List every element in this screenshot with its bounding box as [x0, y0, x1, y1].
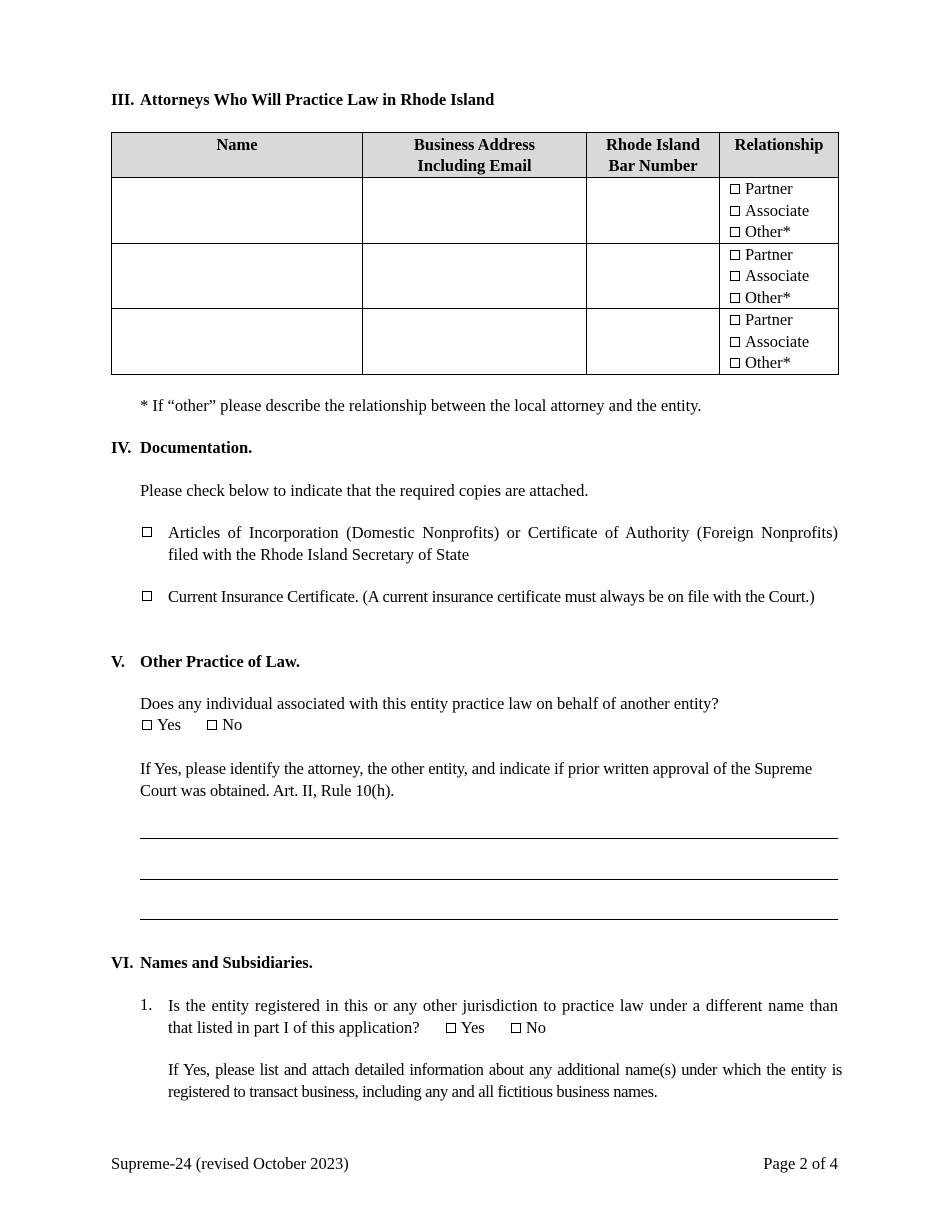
checkbox-icon[interactable] [730, 358, 740, 368]
checkbox-icon[interactable] [446, 1023, 456, 1033]
column-header-bar-number: Rhode Island Bar Number [587, 133, 720, 178]
question-1-no-option[interactable]: No [511, 1018, 546, 1037]
column-header-relationship: Relationship [720, 133, 839, 178]
section-6-heading [111, 953, 313, 973]
other-practice-followup: If Yes, please identify the attorney, the other entity, and indicate if prior written approval of the Supreme Court was obtained. Art. II, Rule 10(h). [140, 759, 813, 800]
table-row [112, 243, 839, 309]
column-header-name: Name [112, 133, 363, 178]
question-1-number: 1. [140, 995, 153, 1014]
bar-number-cell[interactable] [587, 243, 720, 309]
page-number: Page 2 of 4 [763, 1154, 838, 1173]
section-6-number: VI. [111, 953, 134, 972]
question-1 [168, 995, 838, 1038]
answer-line[interactable] [140, 838, 838, 839]
other-practice-question: Does any individual associated with this entity practice law on behalf of another entity? [140, 694, 719, 713]
attorney-name-cell[interactable] [112, 309, 363, 375]
table-row [112, 178, 839, 244]
articles-checkbox[interactable] [142, 527, 152, 537]
section-5-title: Other Practice of Law. [140, 652, 301, 671]
attorneys-table-header [112, 133, 839, 178]
section-4-heading [111, 438, 252, 458]
checkbox-icon[interactable] [730, 315, 740, 325]
section-3-number: III. [111, 90, 135, 109]
no-option[interactable]: No [207, 715, 242, 734]
yes-option[interactable]: Yes [142, 715, 181, 734]
section-4-number: IV. [111, 438, 132, 457]
section-4-title: Documentation. [140, 438, 253, 457]
business-address-cell[interactable] [363, 243, 587, 309]
option-partner[interactable]: Partner [730, 244, 838, 266]
checkbox-icon[interactable] [730, 293, 740, 303]
business-address-cell[interactable] [363, 309, 587, 375]
relationship-cell [720, 309, 839, 375]
column-header-business-address: Business Address Including Email [363, 133, 587, 178]
option-other[interactable]: Other* [730, 352, 838, 374]
articles-of-incorporation-text: Articles of Incorporation (Domestic Nonprofits) or Certificate of Authority (Foreign Nonprofits) filed with the Rhode Island Secretary of State [168, 523, 838, 564]
relationship-footnote: * If “other” please describe the relationship between the local attorney and the entity. [140, 396, 702, 415]
checkbox-icon[interactable] [730, 184, 740, 194]
checkbox-icon[interactable] [511, 1023, 521, 1033]
form-identifier: Supreme-24 (revised October 2023) [111, 1154, 349, 1173]
other-practice-answers [142, 715, 242, 735]
answer-line[interactable] [140, 919, 838, 920]
relationship-cell [720, 243, 839, 309]
checkbox-icon[interactable] [730, 337, 740, 347]
table-row [112, 309, 839, 375]
relationship-cell [720, 178, 839, 244]
documentation-intro: Please check below to indicate that the required copies are attached. [140, 481, 589, 500]
section-3-heading [111, 90, 494, 110]
question-1-yes-option[interactable]: Yes [446, 1018, 485, 1037]
checkbox-icon[interactable] [730, 250, 740, 260]
question-1-text: Is the entity registered in this or any other jurisdiction to practice law under a different name than that listed in part I of this application? [168, 996, 838, 1037]
section-6-title: Names and Subsidiaries. [140, 953, 313, 972]
section-3-title: Attorneys Who Will Practice Law in Rhode Island [140, 90, 495, 109]
option-other[interactable]: Other* [730, 287, 838, 309]
checkbox-icon[interactable] [142, 720, 152, 730]
question-1-followup: If Yes, please list and attach detailed information about any additional name(s) under which the entity is registered to transact business, including any and all fictitious business names. [168, 1060, 842, 1101]
business-address-cell[interactable] [363, 178, 587, 244]
insurance-checkbox[interactable] [142, 591, 152, 601]
checkbox-icon[interactable] [730, 271, 740, 281]
insurance-certificate-text: Current Insurance Certificate. (A current insurance certificate must always be on file with the Court.) [168, 587, 815, 606]
bar-number-cell[interactable] [587, 178, 720, 244]
option-other[interactable]: Other* [730, 221, 838, 243]
checkbox-icon[interactable] [730, 227, 740, 237]
attorneys-table [111, 132, 839, 375]
attorney-name-cell[interactable] [112, 243, 363, 309]
option-associate[interactable]: Associate [730, 331, 838, 353]
section-5-number: V. [111, 652, 125, 671]
answer-line[interactable] [140, 879, 838, 880]
bar-number-cell[interactable] [587, 309, 720, 375]
option-partner[interactable]: Partner [730, 178, 838, 200]
option-associate[interactable]: Associate [730, 200, 838, 222]
attorney-name-cell[interactable] [112, 178, 363, 244]
section-5-heading [111, 652, 300, 672]
option-partner[interactable]: Partner [730, 309, 838, 331]
checkbox-icon[interactable] [207, 720, 217, 730]
option-associate[interactable]: Associate [730, 265, 838, 287]
checkbox-icon[interactable] [730, 206, 740, 216]
